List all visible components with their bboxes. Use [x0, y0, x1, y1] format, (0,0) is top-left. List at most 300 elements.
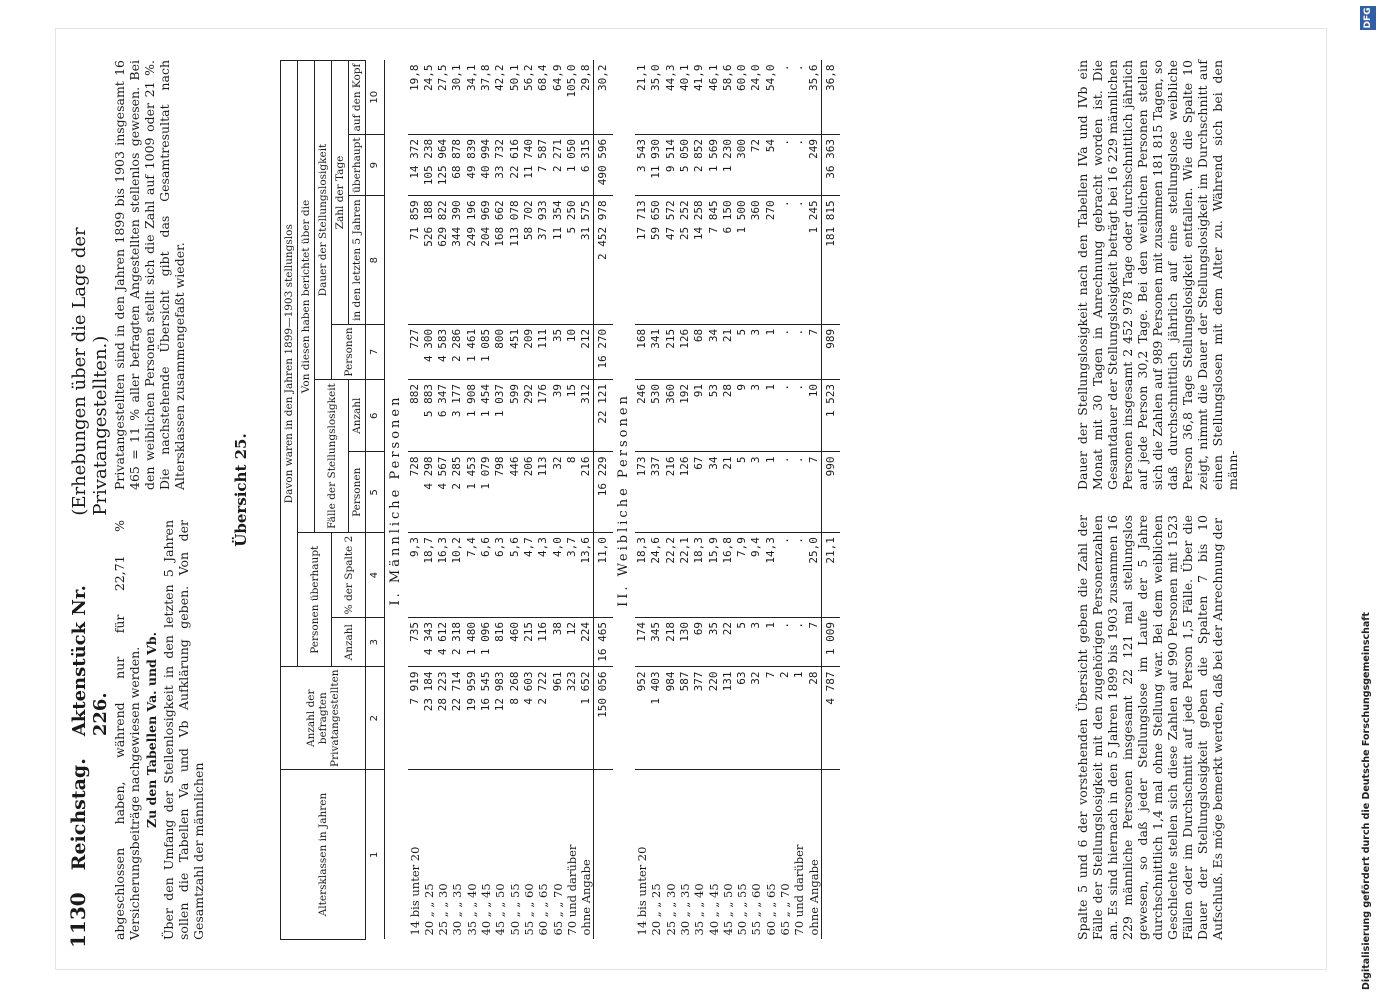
table-row — [450, 61, 464, 940]
table-cell: 192 — [678, 380, 692, 452]
table-cell: 5,6 — [508, 533, 522, 618]
bottom-left-text: Spalte 5 und 6 der vorstehenden Übersicht geben die Zahl der Fälle der Stellungslosigkeit mit den zugehörigen Personenzahlen an. Es sind hiernach in den 5 Jahren 1899 bis 1903 zusammen 16 229 männliche Personen insgesamt 22 121 mal stellungslos gewesen, so daß jeder Stellungslose im Laufe der 5 Jahre durchschnittlich 1,4 mal ohne Stellung war. Bei dem weiblichen Geschlechte stellen sich diese Zahlen auf 990 Personen mit 1523 Fällen oder im Durchschnitt auf jede Person 1,5 Fälle. Über die Dauer der Stellungslosigkeit geben die Spalten 7 bis 10 Aufschluß. Es möge bemerkt werden, daß bei der Anrechnung der — [1075, 515, 1225, 940]
table-cell: 882 — [408, 380, 422, 452]
header-zahl-tage: Zahl der Tage — [332, 61, 349, 325]
table-cell: 215 — [522, 617, 536, 667]
table-cell: 30 „ „ 35 — [677, 883, 692, 936]
table-cell: 8 268 — [508, 667, 522, 770]
table-cell: 68 — [692, 324, 706, 379]
column-number-row — [366, 61, 385, 940]
table-cell: 16,8 — [721, 533, 735, 618]
table-cell: 3,7 — [565, 533, 579, 618]
table-cell: 14,3 — [764, 533, 778, 618]
table-cell: 4 583 — [436, 324, 450, 379]
table-cell: 249 — [807, 134, 822, 195]
section-title: I. Männliche Personen — [388, 394, 404, 606]
table-row — [807, 61, 822, 940]
table-cell: 16 229 — [594, 452, 613, 533]
table-cell: 37 933 — [536, 196, 550, 325]
total-row-female — [821, 61, 840, 940]
table-cell: 71 859 — [408, 196, 422, 325]
table-cell: . — [792, 324, 806, 379]
table-cell: 10 — [565, 324, 579, 379]
table-cell: 1 480 — [465, 617, 479, 667]
table-cell: 16 270 — [594, 324, 613, 379]
credit-text: Digitalisierung gefördert durch die Deutsche Forschungsgemeinschaft — [1361, 612, 1372, 990]
column-number: 3 — [366, 617, 385, 667]
table-cell: 16,3 — [436, 533, 450, 618]
table-cell: . — [778, 380, 792, 452]
table-body — [366, 61, 841, 940]
table-cell: 2 452 978 — [594, 196, 613, 325]
table-cell: 1 050 — [565, 134, 579, 195]
table-cell: 300 — [735, 134, 749, 195]
table-row — [649, 61, 663, 940]
table-cell: 6 347 — [436, 380, 450, 452]
table-cell: . — [778, 61, 792, 135]
table-cell: 60 „ „ 65 — [536, 883, 551, 936]
table-cell: 460 — [508, 617, 522, 667]
table-cell: 30 „ „ 35 — [450, 883, 465, 936]
table-cell: 629 822 — [436, 196, 450, 325]
table-cell: 20 „ „ 25 — [421, 883, 436, 936]
table-cell: 50,1 — [508, 61, 522, 135]
table-cell: 530 — [649, 380, 663, 452]
header-ueberhaupt: überhaupt — [349, 134, 366, 195]
table-row — [721, 61, 735, 940]
table-cell: 1 — [764, 324, 778, 379]
table-cell: 21,1 — [635, 61, 649, 135]
table-cell: 41,9 — [692, 61, 706, 135]
header-title: Aktenstück Nr. 226. — [69, 585, 111, 737]
table-cell: 58 702 — [522, 196, 536, 325]
table-cell: 32 — [551, 452, 565, 533]
table-cell: . — [778, 324, 792, 379]
table-cell: 587 — [678, 667, 692, 770]
table-cell: 131 — [721, 667, 735, 770]
table-cell: 21 — [721, 324, 735, 379]
table-cell: 952 — [635, 667, 649, 770]
table-cell: 10 — [807, 380, 822, 452]
table-cell: 249 196 — [465, 196, 479, 325]
header-berichtet: Von diesen haben berichtet über die — [298, 61, 315, 533]
intro-right — [112, 60, 189, 490]
table-cell: 168 — [635, 324, 649, 379]
table-cell: 35 „ „ 40 — [692, 883, 707, 936]
table-row — [764, 61, 778, 940]
table-cell: 58,6 — [721, 61, 735, 135]
table-row — [551, 61, 565, 940]
credit-strip — [1353, 0, 1383, 1000]
table-cell: 126 — [678, 452, 692, 533]
table-cell: 44,3 — [664, 61, 678, 135]
header-anzahl: Anzahl — [332, 617, 366, 667]
table-cell: 28 223 — [436, 667, 450, 770]
table-cell: 105 238 — [422, 134, 436, 195]
intro-left-p2: Über den Umfang der Stellenlosigkeit in den letzten 5 Jahren sollen die Tabellen Va und Vb Aufklärung geben. Von der Gesamtzahl der männlichen — [161, 520, 206, 940]
header-kopf: auf den Kopf — [349, 61, 366, 135]
table-cell: 168 662 — [493, 196, 507, 325]
table-cell: 15,9 — [707, 533, 721, 618]
bottom-right-text: Dauer der Stellungslosigkeit nach den Tabellen IVa und IVb ein Monat mit 30 Tagen in Anrechnung gebracht worden ist. Die Gesamtdauer der Stellungslosigkeit beträgt bei 16 229 männlichen Personen insgesamt 2 452 978 Tage oder durchschnittlich jährlich auf jede Person 30,2 Tage. Bei den weiblichen Personen stellen sich die Zahlen auf 989 Personen mit zusammen 181 815 Tagen, so daß durchschnittlich jährlich auf eine stellungslose weibliche Person 36,8 Tage Stellungslosigkeit entfallen. Wie die Spalte 10 zeigt, nimmt die Dauer der Stellungslosigkeit im Durchschnitt auf einen Stellungslosen mit dem Alter zu. Während sich bei den männ- — [1075, 60, 1240, 490]
table-cell: 64,9 — [551, 61, 565, 135]
table-cell: 451 — [508, 324, 522, 379]
table-cell: 68,4 — [536, 61, 550, 135]
table-cell: 323 — [565, 667, 579, 770]
table-row — [792, 61, 806, 940]
table-cell: 728 — [408, 452, 422, 533]
table-cell: 7 919 — [408, 667, 422, 770]
table-cell: ohne Angabe — [579, 859, 594, 936]
intro-right-p1: Privatangestellten sind in den Jahren 1899 bis 1903 insgesamt 16 465 = 11 % aller befragten Angestellten stellenlos gewesen. Bei den weiblichen Personen stellt sich die Zahl auf 1009 oder 21 %. Die nachstehende Übersicht gibt das Gesamtresultat nach Altersklassen zusammengefaßt wieder. — [112, 60, 187, 490]
total-row-male — [594, 61, 613, 940]
table-cell: 12 983 — [493, 667, 507, 770]
table-cell: . — [778, 196, 792, 325]
table-cell: 14 258 — [692, 196, 706, 325]
table-cell: 3 — [749, 324, 763, 379]
table-cell — [594, 770, 613, 940]
table-cell: . — [792, 533, 806, 618]
table-cell: 17 713 — [635, 196, 649, 325]
table-cell: 4 603 — [522, 667, 536, 770]
table-cell: 360 — [749, 196, 763, 325]
table-cell: 22,1 — [678, 533, 692, 618]
table-cell: 40 „ „ 45 — [706, 883, 721, 936]
table-cell — [821, 770, 840, 940]
table-cell: . — [778, 533, 792, 618]
column-number: 10 — [366, 61, 385, 135]
page-header — [66, 48, 111, 948]
table-cell: 39 — [551, 380, 565, 452]
table-cell: 60,0 — [735, 61, 749, 135]
table-cell: 1 096 — [479, 617, 493, 667]
table-cell: 2 318 — [450, 617, 464, 667]
table-cell: 12 — [565, 617, 579, 667]
table-cell: 1 461 — [465, 324, 479, 379]
table-cell: 1 403 — [649, 667, 663, 770]
table-cell: 36,8 — [821, 61, 840, 135]
table-cell: 49 839 — [465, 134, 479, 195]
table-cell: 7,4 — [465, 533, 479, 618]
table-row — [522, 61, 536, 940]
column-number: 1 — [366, 770, 385, 940]
table-cell: 9 — [735, 380, 749, 452]
intro-heading: Zu den Tabellen Va. und Vb. — [144, 632, 159, 828]
table-cell: 216 — [579, 452, 594, 533]
table-cell: 5 250 — [565, 196, 579, 325]
table-cell: 20 „ „ 25 — [649, 883, 664, 936]
table-cell: 212 — [579, 324, 594, 379]
table-cell: 9,4 — [749, 533, 763, 618]
table-cell: 9,3 — [408, 533, 422, 618]
table-cell: 224 — [579, 617, 594, 667]
header-dauer: Dauer der Stellungslosigkeit — [315, 61, 332, 380]
table-cell: 1 908 — [465, 380, 479, 452]
table-cell: 204 969 — [479, 196, 493, 325]
header-faelle-personen: Personen — [349, 452, 366, 533]
column-number: 5 — [366, 452, 385, 533]
table-cell: 55 „ „ 60 — [521, 883, 536, 936]
table-cell: 7 845 — [707, 196, 721, 325]
table-cell: 1 245 — [807, 196, 822, 325]
table-cell: 2 286 — [450, 324, 464, 379]
table-row — [664, 61, 678, 940]
table-cell: 19,8 — [408, 61, 422, 135]
table-cell: 2 285 — [450, 452, 464, 533]
table-cell: 218 — [664, 617, 678, 667]
table-cell: 68 878 — [450, 134, 464, 195]
table-row — [508, 61, 522, 940]
section-female — [613, 61, 635, 940]
table-cell: 173 — [635, 452, 649, 533]
table-cell: 7,9 — [735, 533, 749, 618]
table-cell: 727 — [408, 324, 422, 379]
table-row — [735, 61, 749, 940]
table-cell: 40 „ „ 45 — [479, 883, 494, 936]
table-row — [579, 61, 594, 940]
table-cell: . — [792, 196, 806, 325]
table-cell: 2 271 — [551, 134, 565, 195]
table-cell: 116 — [536, 617, 550, 667]
table-cell: 24,5 — [422, 61, 436, 135]
table-cell: 961 — [551, 667, 565, 770]
table-cell: 246 — [635, 380, 649, 452]
intro-left — [112, 520, 208, 940]
table-cell: 30,2 — [594, 61, 613, 135]
table-cell: 599 — [508, 380, 522, 452]
table-cell: 25 252 — [678, 196, 692, 325]
table-cell: 446 — [508, 452, 522, 533]
table-cell: 23 184 — [422, 667, 436, 770]
table-cell: 5 — [735, 324, 749, 379]
table-row — [536, 61, 550, 940]
table-cell: 990 — [821, 452, 840, 533]
table-cell: 2 722 — [536, 667, 550, 770]
table-cell: 216 — [664, 452, 678, 533]
table-cell: 3 — [749, 617, 763, 667]
header-age: Altersklassen in Jahren — [281, 770, 366, 940]
table-cell: 54 — [764, 134, 778, 195]
table-cell: 5 050 — [678, 134, 692, 195]
table-cell: 176 — [536, 380, 550, 452]
table-cell: 35,0 — [649, 61, 663, 135]
table-cell: 3 — [749, 452, 763, 533]
table-cell: 6 150 — [721, 196, 735, 325]
table-cell: 130 — [678, 617, 692, 667]
table-cell: 56,2 — [522, 61, 536, 135]
table-cell: 22 616 — [508, 134, 522, 195]
table-cell: 36 363 — [821, 134, 840, 195]
table-row — [692, 61, 706, 940]
table-cell: 18,3 — [635, 533, 649, 618]
table-cell: 22 121 — [594, 380, 613, 452]
table-cell: 22 714 — [450, 667, 464, 770]
table-cell: 32 — [749, 667, 763, 770]
table-row — [493, 61, 507, 940]
table-cell: 34,1 — [465, 61, 479, 135]
header-pct: % der Spalte 2 — [332, 533, 366, 618]
table-cell: 47 572 — [664, 196, 678, 325]
table-cell: 735 — [408, 617, 422, 667]
table-cell: 174 — [635, 617, 649, 667]
table-row — [778, 61, 792, 940]
table-cell: 4,7 — [522, 533, 536, 618]
table-cell: 1 079 — [479, 452, 493, 533]
table-cell: 1 523 — [821, 380, 840, 452]
table-cell: 25 „ „ 30 — [436, 883, 451, 936]
table-cell: 6,3 — [493, 533, 507, 618]
table-cell: 11 740 — [522, 134, 536, 195]
table-cell: 65 „ „ 70 — [778, 883, 793, 936]
table-cell: 45 „ „ 50 — [720, 883, 735, 936]
table-cell: 37,8 — [479, 61, 493, 135]
table-cell: 2 852 — [692, 134, 706, 195]
intro-left-p1: abgeschlossen haben, während nur für 22,71 % Versicherungsbeiträge nachgewiesen werden. — [112, 520, 142, 940]
table-cell: 14 bis unter 20 — [407, 846, 422, 936]
header-letzten: in den letzten 5 Jahren — [349, 196, 366, 325]
table-cell: 24,6 — [649, 533, 663, 618]
table-cell: 25,0 — [807, 533, 822, 618]
table-cell: 215 — [664, 324, 678, 379]
table-cell: 67 — [692, 452, 706, 533]
table-cell: 209 — [522, 324, 536, 379]
table-cell: 111 — [536, 324, 550, 379]
table-cell: 15 — [565, 380, 579, 452]
table-cell: . — [792, 134, 806, 195]
column-number: 8 — [366, 196, 385, 325]
table-cell: 22,2 — [664, 533, 678, 618]
table-cell: 7 — [764, 667, 778, 770]
table-cell: 1 454 — [479, 380, 493, 452]
table-row — [422, 61, 436, 940]
table-cell: 292 — [522, 380, 536, 452]
table-cell: 14 bis unter 20 — [635, 846, 650, 936]
table-cell: 1 453 — [465, 452, 479, 533]
table-cell: 18,3 — [692, 533, 706, 618]
table-cell: 113 078 — [508, 196, 522, 325]
table-cell: 1 569 — [707, 134, 721, 195]
table-cell: 11,0 — [594, 533, 613, 618]
table-cell: 14 372 — [408, 134, 422, 195]
table-cell: 1 085 — [479, 324, 493, 379]
table-row — [436, 61, 450, 940]
table-cell: 4,0 — [551, 533, 565, 618]
table-cell: 125 964 — [436, 134, 450, 195]
column-number: 6 — [366, 380, 385, 452]
table-cell: 360 — [664, 380, 678, 452]
table-cell: 65 „ „ 70 — [550, 883, 565, 936]
column-number: 9 — [366, 134, 385, 195]
table-cell: 1 — [792, 667, 806, 770]
table-cell: 38 — [551, 617, 565, 667]
table-cell: . — [778, 452, 792, 533]
table-cell: 5 — [735, 617, 749, 667]
table-cell: 270 — [764, 196, 778, 325]
table-cell: 4 298 — [422, 452, 436, 533]
table-cell: 312 — [579, 380, 594, 452]
header-persons: Personen überhaupt — [298, 533, 332, 667]
column-number: 7 — [366, 324, 385, 379]
table-cell: 50 „ „ 55 — [735, 883, 750, 936]
table-cell: 30,1 — [450, 61, 464, 135]
header-subtitle: (Erhebungen über die Lage der Privatangestellten.) — [69, 227, 111, 516]
table-cell: 53 — [707, 380, 721, 452]
table-cell: 22 — [721, 617, 735, 667]
table-cell: 31 575 — [579, 196, 594, 325]
table-cell: 181 815 — [821, 196, 840, 325]
table-cell: 34 — [707, 324, 721, 379]
table-cell: 1 009 — [821, 617, 840, 667]
table-cell: 113 — [536, 452, 550, 533]
table-cell: 2 — [778, 667, 792, 770]
table-cell: 345 — [649, 617, 663, 667]
table-cell: 220 — [707, 667, 721, 770]
table-cell: 35,6 — [807, 61, 822, 135]
table-cell: . — [792, 617, 806, 667]
table-cell: 13,6 — [579, 533, 594, 618]
table-cell: 24,0 — [749, 61, 763, 135]
table-row — [678, 61, 692, 940]
table-row — [707, 61, 721, 940]
table-cell: 28 — [721, 380, 735, 452]
table-cell: 19 959 — [465, 667, 479, 770]
table-cell: 4,3 — [536, 533, 550, 618]
table-cell: . — [792, 61, 806, 135]
table-row — [465, 61, 479, 940]
table-cell: 16 545 — [479, 667, 493, 770]
table-cell: . — [792, 452, 806, 533]
table-cell: 69 — [692, 617, 706, 667]
table-cell: 4 787 — [821, 667, 840, 770]
table-cell: 11 930 — [649, 134, 663, 195]
table-cell: 4 567 — [436, 452, 450, 533]
table-row — [408, 61, 422, 940]
table-cell: 59 650 — [649, 196, 663, 325]
table-cell: 7 587 — [536, 134, 550, 195]
table-cell: 45 „ „ 50 — [493, 883, 508, 936]
table-cell: 10,2 — [450, 533, 464, 618]
header-davon: Davon waren in den Jahren 1899—1903 stellungslos — [281, 61, 298, 667]
table-cell: 40 994 — [479, 134, 493, 195]
table-cell: 1 230 — [721, 134, 735, 195]
table-cell: 27,5 — [436, 61, 450, 135]
table-cell: 490 596 — [594, 134, 613, 195]
table-cell: 6,6 — [479, 533, 493, 618]
column-number: 4 — [366, 533, 385, 618]
table-row — [565, 61, 579, 940]
table-cell: 33 732 — [493, 134, 507, 195]
table-cell: 341 — [649, 324, 663, 379]
table-cell: 60 „ „ 65 — [763, 883, 778, 936]
table-cell: . — [792, 380, 806, 452]
table-cell: 21 — [721, 452, 735, 533]
table-cell: ohne Angabe — [806, 859, 821, 936]
table-cell: 6 315 — [579, 134, 594, 195]
table-title: Übersicht 25. — [232, 433, 250, 547]
table-cell: 8 — [565, 452, 579, 533]
table-cell: 5 883 — [422, 380, 436, 452]
table-cell: 54,0 — [764, 61, 778, 135]
table-cell: 70 und darüber — [792, 844, 807, 936]
table-cell: 29,8 — [579, 61, 594, 135]
table-row — [749, 61, 763, 940]
statistics-table — [280, 60, 840, 940]
table-cell: 984 — [664, 667, 678, 770]
table-cell: 206 — [522, 452, 536, 533]
table-cell: 16 465 — [594, 617, 613, 667]
table-cell: 11 354 — [551, 196, 565, 325]
table-cell: 7 — [807, 324, 822, 379]
